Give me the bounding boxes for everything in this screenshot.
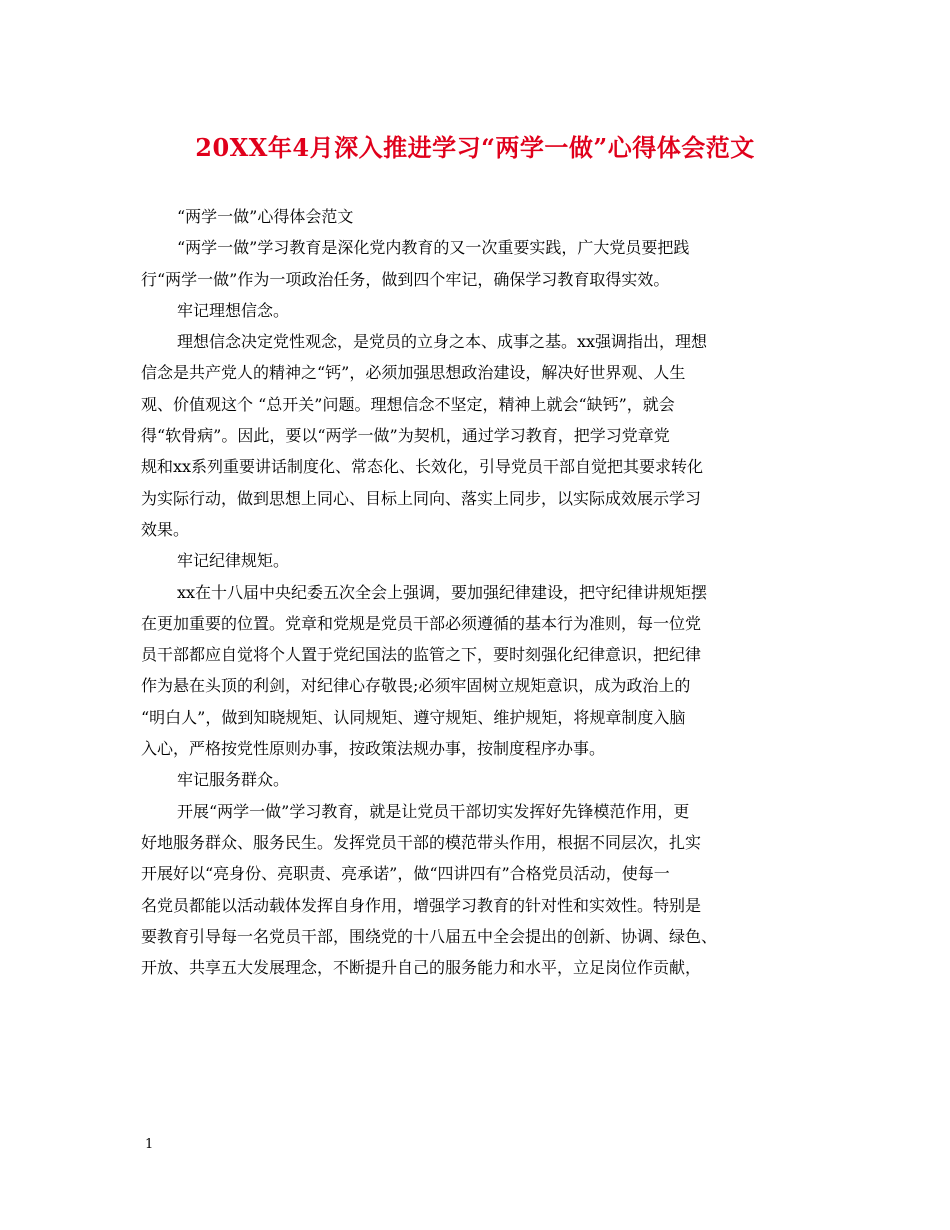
text-line: 名党员都能以活动载体发挥自身作用，增强学习教育的针对性和实效性。特别是 [141, 895, 702, 915]
text-line: 得“软骨病”。因此，要以“两学一做”为契机，通过学习教育，把学习党章党 [141, 426, 670, 446]
text-line: 开展好以“亮身份、亮职责、亮承诺”，做“四讲四有”合格党员活动，使每一 [141, 864, 670, 884]
text-line: 理想信念决定党性观念，是党员的立身之本、成事之基。xx强调指出，理想 [177, 332, 708, 352]
text-line: xx在十八届中央纪委五次全会上强调，要加强纪律建设，把守纪律讲规矩摆 [177, 582, 708, 602]
text-line: 行“两学一做”作为一项政治任务，做到四个牢记，确保学习教育取得实效。 [141, 269, 670, 289]
text-line: 在更加重要的位置。党章和党规是党员干部必须遵循的基本行为准则，每一位党 [141, 613, 702, 633]
text-line: 牢记服务群众。 [177, 770, 290, 790]
text-line: 好地服务群众、服务民生。发挥党员干部的模范带头作用，根据不同层次，扎实 [141, 832, 702, 852]
text-line: 规和xx系列重要讲话制度化、常态化、长效化，引导党员干部自觉把其要求转化 [141, 457, 704, 477]
text-line: 牢记理想信念。 [177, 300, 290, 320]
document-body [141, 204, 821, 986]
text-line: 开展“两学一做”学习教育，就是让党员干部切实发挥好先锋模范作用，更 [177, 801, 690, 821]
text-line: “明白人”，做到知晓规矩、认同规矩、遵守规矩、维护规矩，将规章制度入脑 [141, 707, 686, 727]
text-line: 信念是共产党人的精神之“钙”，必须加强思想政治建设，解决好世界观、人生 [141, 363, 686, 383]
text-line: 开放、共享五大发展理念，不断提升自己的服务能力和水平，立足岗位作贡献， [141, 958, 702, 978]
text-line: 作为悬在头顶的利剑，对纪律心存敬畏;必须牢固树立规矩意识，成为政治上的 [141, 676, 691, 696]
text-line: 效果。 [141, 519, 190, 539]
text-line: 观、价值观这个 “总开关”问题。理想信念不坚定，精神上就会“缺钙”，就会 [141, 394, 675, 414]
page-number: 1 [145, 1137, 154, 1152]
text-line: “两学一做”学习教育是深化党内教育的又一次重要实践，广大党员要把践 [177, 238, 690, 258]
text-line: 入心，严格按党性原则办事，按政策法规办事，按制度程序办事。 [141, 739, 606, 759]
text-line: 为实际行动，做到思想上同心、目标上同向、落实上同步，以实际成效展示学习 [141, 488, 702, 508]
text-line: 要教育引导每一名党员干部，围绕党的十八届五中全会提出的创新、协调、绿色、 [141, 926, 718, 946]
text-line: 员干部都应自觉将个人置于党纪国法的监管之下，要时刻强化纪律意识，把纪律 [141, 645, 702, 665]
document-title: 20XX年4月深入推进学习“两学一做”心得体会范文 [195, 133, 755, 162]
text-line: 牢记纪律规矩。 [177, 551, 290, 571]
text-line: “两学一做”心得体会范文 [177, 207, 354, 226]
